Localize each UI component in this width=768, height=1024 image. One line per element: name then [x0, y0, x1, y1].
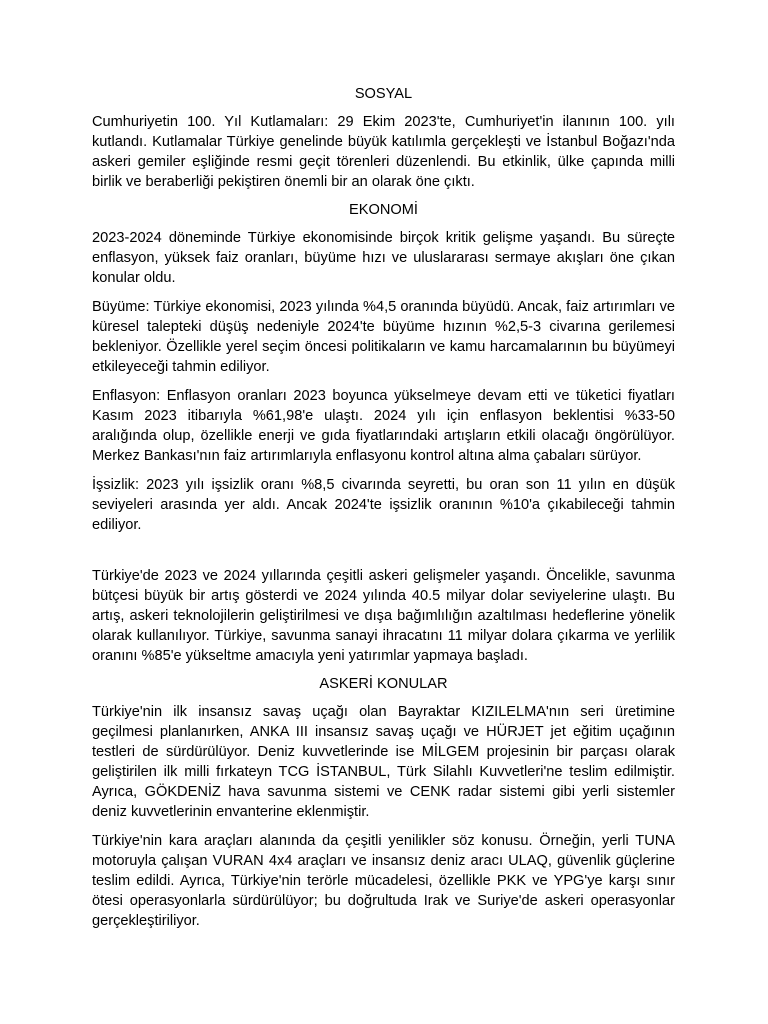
document-page — [92, 84, 675, 931]
heading-ekonomi: EKONOMİ — [349, 202, 418, 218]
heading-sosyal: SOSYAL — [354, 86, 413, 102]
paragraph-askeri-2: Türkiye'nin kara araçları alanında da çeşitli yenilikler söz konusu. Örneğin, yerli TUNA motoruyla çalışan VURAN 4x4 araçları ve insansız deniz aracı ULAQ, güvenlik güçlerine teslim edildi. Ayrıca, Türkiye'nin terörle mücadelesi, özellikle PKK ve YPG'ye karşı sınır ötesi operasyonlarla sürdürülüyor; bu doğrultuda Irak ve Suriye'de askeri operasyonlar gerçekleştiriliyor. — [92, 833, 675, 929]
paragraph-ekonomi-issizlik: İşsizlik: 2023 yılı işsizlik oranı %8,5 civarında seyretti, bu oran son 11 yılın en düşük seviyeleri arasında yer aldı. Ancak 2024'te işsizlik oranının %10'a çıkabileceği tahmin ediliyor. — [92, 477, 675, 533]
paragraph-ekonomi-1: 2023-2024 döneminde Türkiye ekonomisinde birçok kritik gelişme yaşandı. Bu süreçte enflasyon, yüksek faiz oranları, büyüme hızı ve uluslararası sermaye akışları öne çıkan konular oldu. — [92, 230, 675, 286]
paragraph-sosyal-1: Cumhuriyetin 100. Yıl Kutlamaları: 29 Ekim 2023'te, Cumhuriyet'in ilanının 100. yılı kutlandı. Kutlamalar Türkiye genelinde büyük katılımla gerçekleşti ve İstanbul Boğazı'nda askeri gemiler eşliğinde resmi geçit törenleri düzenlendi. Bu etkinlik, ülke çapında milli birlik ve beraberliği pekiştiren önemli bir an olarak öne çıktı. — [92, 114, 675, 190]
paragraph-askeri-1: Türkiye'nin ilk insansız savaş uçağı olan Bayraktar KIZILELMA'nın seri üretimine geçilmesi planlanırken, ANKA III insansız savaş uçağı ve HÜRJET jet eğitim uçağının testleri de sürdürülüyor. Deniz kuvvetlerinde ise MİLGEM projesinin bir parçası olarak geliştirilen ilk milli fırkateyn TCG İSTANBUL, Türk Silahlı Kuvvetleri'ne teslim edilmiştir. Ayrıca, GÖKDENİZ hava savunma sistemi ve CENK radar sistemi gibi yerli sistemler deniz kuvvetlerinin envanterine eklenmiştir. — [92, 704, 675, 820]
paragraph-ekonomi-enflasyon: Enflasyon: Enflasyon oranları 2023 boyunca yükselmeye devam etti ve tüketici fiyatları Kasım 2023 itibarıyla %61,98'e ulaştı. 2024 yılı için enflasyon beklentisi %33-50 aralığında olup, özellikle enerji ve gıda fiyatlarındaki artışların etkili olacağı öngörülüyor. Merkez Bankası'nın faiz artırımlarıyla enflasyonu kontrol altına alma çabaları sürüyor. — [92, 388, 675, 464]
paragraph-ekonomi-buyume: Büyüme: Türkiye ekonomisi, 2023 yılında %4,5 oranında büyüdü. Ancak, faiz artırımları ve küresel talepteki düşüş nedeniyle 2024'te büyüme hızının %2,5-3 civarına gerilemesi bekleniyor. Özellikle yerel seçim öncesi politikaların ve kamu harcamalarının bu büyümeyi etkileyeceği tahmin ediliyor. — [92, 299, 675, 375]
heading-askeri-konular: ASKERİ KONULAR — [319, 676, 448, 692]
paragraph-savunma-1: Türkiye'de 2023 ve 2024 yıllarında çeşitli askeri gelişmeler yaşandı. Öncelikle, savunma bütçesi büyük bir artış gösterdi ve 2024 yılında 40.5 milyar dolar seviyelerine ulaştı. Bu artış, askeri teknolojilerin geliştirilmesi ve dışa bağımlılığın azaltılması hedeflerine yönelik olarak kullanılıyor. Türkiye, savunma sanayi ihracatını 11 milyar dolara çıkarma ve yerlilik oranını %85'e yükseltme amacıyla yeni yatırımlar yapmaya başladı. — [92, 568, 675, 664]
